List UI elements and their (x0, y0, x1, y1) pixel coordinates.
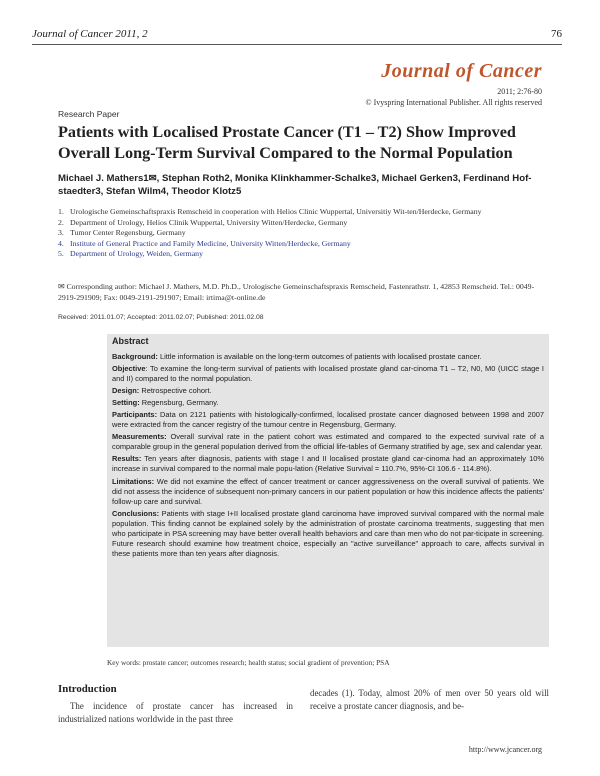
abstract-objective: Objective: To examine the long-term survival of patients with localised prostate gland car-cinoma T1 – T2, N0, M0 (UICC stage I and II) compared to the normal population. (112, 364, 544, 384)
abstract-design: Design: Retrospective cohort. (112, 386, 212, 396)
citation: 2011; 2:76-80 (497, 87, 542, 96)
introduction-column-1: The incidence of prostate cancer has increased in industrialized nations worldwide in the past three (58, 701, 293, 724)
affiliation-item: 1. Urologische Gemeinschaftspraxis Remscheid in cooperation with Helios Clinic Wuppertal, Universitiy Wit-ten/Herdecke, Germany (58, 207, 482, 216)
keywords: Key words: prostate cancer; outcomes research; health status; social gradient of prevention; PSA (107, 658, 390, 667)
introduction-heading: Introduction (58, 683, 117, 695)
abstract-body (112, 352, 544, 561)
abstract-limitations: Limitations: We did not examine the effect of cancer treatment or cancer aggressiveness on the overall survival of patients. We did not assess the incidence of subsequent non-primary cancers in our patient population or how this incidence affects the patients' follow-up care and survival. (112, 476, 544, 506)
abstract-participants: Participants: Data on 2121 patients with histologically-confirmed, localised prostate cancer diagnosed between 1998 and 2007 were extracted from the cancer registry of the tumour centre in Regensburg, Germany. (112, 410, 544, 430)
affiliation-item: 4. Institute of General Practice and Family Medicine, University Witten/Herdecke, Germany (58, 238, 351, 248)
affiliation-item: 2. Department of Urology, Helios Clinik Wuppertal, University Witten/Herdecke, Germany (58, 217, 348, 227)
affiliation-item: 3. Tumor Center Regensburg, Germany (58, 228, 186, 237)
publication-dates: Received: 2011.01.07; Accepted: 2011.02.07; Published: 2011.02.08 (58, 314, 264, 321)
article-type: Research Paper (58, 109, 120, 119)
abstract-setting: Setting: Regensburg, Germany. (112, 398, 219, 408)
abstract-heading: Abstract (112, 336, 149, 346)
journal-logo: Journal of Cancer (381, 60, 542, 82)
author-list: Michael J. Mathers1✉, Stephan Roth2, Monika Klinkhammer-Schalke3, Michael Gerken3, Ferdinand Hof-staedter3, Stefan Wilm4, Theodor Klotz5 (58, 173, 532, 197)
abstract-measurements: Measurements: Overall survival rate in the patient cohort was estimated and compared to the expected survival rate of a comparable group in the general population derived from the official life-tables of Germany stratified by age, sex and calendar year. (112, 432, 544, 452)
abstract-background: Background: Little information is available on the long-term outcomes of patients with localised prostate cancer. (112, 352, 482, 361)
header-divider (32, 44, 562, 45)
abstract-results: Results: Ten years after diagnosis, patients with stage I and II localised prostate gland car-cinoma had an approximately 10% increase in survival compared to the normal male popu-lation (Relative Survival = 110.7%, 95%-CI 106.6 - 114.8%). (112, 454, 544, 474)
affiliation-item: 5. Department of Urology, Weiden, Germany (58, 249, 203, 258)
copyright: © Ivyspring International Publisher. All rights reserved (365, 98, 542, 107)
abstract-box (107, 334, 549, 647)
journal-issue-header: Journal of Cancer 2011, 2 (32, 28, 148, 40)
journal-url[interactable]: http://www.jcancer.org (468, 745, 542, 754)
article-title: Patients with Localised Prostate Cancer (T1 – T2) Show Improved Overall Long-Term Survival Compared to the Normal Population (58, 123, 516, 162)
introduction-column-2: decades (1). Today, almost 20% of men over 50 years old will receive a prostate cancer diagnosis, and be- (310, 688, 549, 711)
abstract-conclusions: Conclusions: Patients with stage I+II localised prostate gland carcinoma have improved survival compared with the normal male population. This finding cannot be explained solely by the administration of prostate carcinoma treatments, suggesting that men who participate in PSA screening may have better overall health behaviors and care than men who do not par-ticipate in screening. Future research should examine how treatment choice, especially an "active surveillance" approach to care, affects survival in these patients more than ten years after diagnosis. (112, 508, 544, 558)
corresponding-author: ✉ Corresponding author: Michael J. Mathers, M.D. Ph.D., Urologische Gemeinschaftspraxis Remscheid, Fastenrathstr. 1, 42853 Remscheid. Tel.: 0049-2919-291909; Fax: 0049-2191-291907; Email: irtima@t-online.de (58, 282, 535, 302)
affiliations (58, 207, 548, 260)
page-number: 76 (551, 28, 562, 40)
